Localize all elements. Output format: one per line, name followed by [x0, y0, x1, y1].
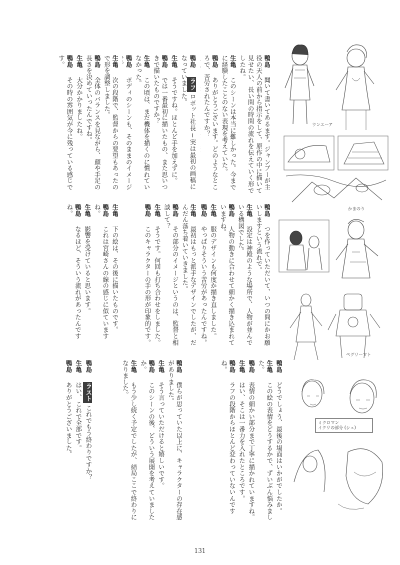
dialogue-line	[122, 55, 132, 195]
speaker-name: 鴨島	[147, 360, 155, 379]
speaker-name: 生亀	[170, 55, 178, 74]
speaker-name: 生亀	[265, 360, 273, 379]
dialogue-text: 人物の動きに合わせて細かく描き込まれていますね。	[218, 204, 235, 346]
sketch-mecha-middle	[284, 290, 390, 362]
dialogue-text: そうですね。ほとんど手を加えずに。	[170, 76, 178, 185]
speaker-name: 生亀	[153, 204, 161, 223]
dialogue-line	[246, 360, 254, 525]
dialogue-line	[169, 55, 177, 195]
dialogue-text: これでもう終わりですか？	[84, 404, 92, 481]
speaker-name: 鴨島	[188, 55, 196, 74]
speaker-name: 鴨島	[101, 204, 109, 223]
dialogue-text: なるほど、そういう流れがあったんですね。	[65, 204, 81, 340]
speaker-name: 鴨島	[171, 204, 179, 223]
dialogue-text: その部分のイメージというのは、監督と相談して？	[162, 204, 179, 346]
text-column-mid-left	[40, 204, 118, 349]
dialogue-line	[83, 360, 92, 525]
dialogue-text: ありがとうございます。どのようなところで、苦労されたんですか？	[202, 55, 218, 191]
dialogue-line	[152, 204, 160, 349]
dialogue-text: 服のデザインも何度か描き直しました。	[209, 225, 217, 340]
text-column-top-mid	[122, 55, 196, 195]
dialogue-line	[236, 360, 244, 525]
text-column-bot-mid	[96, 360, 182, 525]
speaker-name: 鴨島	[227, 360, 235, 379]
dialogue-text: やっぱりそういう苦労があったんですね。	[200, 225, 207, 346]
sketch-caption-middle: かまのり	[348, 206, 365, 211]
dialogue-line	[237, 55, 270, 195]
speaker-name: 生亀	[75, 55, 83, 74]
speaker-name: 生亀	[111, 204, 118, 223]
sketch-callout-note	[315, 418, 373, 433]
dialogue-text: 最初はもっと派手なデザインでしたが、だんだん落ち着いていきました。	[180, 204, 196, 346]
text-column-mid-right	[200, 204, 270, 349]
dialogue-line	[133, 55, 149, 195]
dialogue-line	[200, 204, 207, 349]
dialogue-text: 大分かかりましたね。	[75, 76, 83, 140]
speaker-name: 生亀	[189, 204, 196, 223]
speaker-name: 生亀	[142, 55, 150, 74]
sketch-vehicle-scene	[282, 132, 390, 206]
dialogue-text: つを作っていただいて、いつの間にかお願いしますという流れで。	[254, 204, 270, 346]
speaker-name: 鴨島	[275, 360, 282, 379]
dialogue-text: ボディのシーンも、そのままのイメージ	[124, 76, 132, 191]
text-column-top-left	[40, 55, 118, 195]
sketch-caption-top: ウンエーア	[312, 122, 333, 127]
speaker-name: 鴨島	[93, 55, 101, 74]
dialogue-line	[74, 55, 82, 195]
dialogue-line	[236, 204, 252, 349]
text-column-top-right	[200, 55, 270, 195]
speaker-name: 鴨島	[65, 55, 73, 74]
dialogue-line	[110, 204, 118, 349]
text-column-bot-right	[186, 360, 282, 525]
dialogue-line	[218, 204, 234, 349]
dialogue-line	[64, 204, 80, 349]
speaker-name: 生亀	[209, 204, 217, 223]
dialogue-line	[219, 360, 235, 525]
speaker-name: 生亀	[157, 360, 165, 379]
dialogue-text: このシーンの後、どういう展開を考えていましたか。	[139, 360, 155, 521]
dialogue-text: ロボット社長 ─ 実は最初の画稿になっていました。	[179, 55, 196, 190]
dialogue-text: もう少し続く予定でしたが、結局ここで終わりになりました。	[121, 360, 137, 521]
speaker-name: 鴨島	[160, 55, 168, 74]
dialogue-line	[201, 55, 217, 195]
dialogue-line	[120, 360, 136, 525]
speaker-name: 鴨島	[227, 204, 235, 223]
dialogue-text: そう言っていただけると嬉しいです。	[157, 381, 165, 490]
dialogue-text: はい、これで全部です。	[74, 381, 82, 452]
dialogue-text: 下の絵は、その後に描いたものです。	[111, 225, 118, 334]
dialogue-line	[84, 55, 100, 195]
dialogue-text: 次の段階で、監督からの要望もあったので形を調整しました。	[102, 55, 118, 191]
speaker-name: 鴨島	[263, 55, 270, 74]
page-number: 131	[194, 548, 206, 555]
dialogue-line	[156, 360, 164, 525]
speaker-name: 鴨島	[175, 360, 182, 379]
speaker-name: 鴨島	[124, 55, 132, 74]
dialogue-line	[56, 55, 72, 195]
speaker-name: 鴨島	[247, 360, 255, 379]
callout-line-2: イクリの部分 (シェ)	[318, 425, 356, 431]
speaker-name: 鴨島	[263, 204, 270, 223]
dialogue-line	[219, 55, 235, 195]
dialogue-text: 僕らが思っていた以上に、キャラクターの存在感がありました。	[166, 360, 182, 521]
dialogue-line	[73, 360, 81, 525]
dialogue-text: ありがとうございました。	[64, 381, 72, 458]
speaker-name: 鴨島	[64, 360, 72, 379]
dialogue-text: これは宮崎さんの線の感じに似ていますね。	[93, 204, 109, 340]
dialogue-text: この頃は、まだ機体を描くのに慣れていなかった。	[134, 55, 150, 191]
sketch-caption-low: ペグリーマト	[346, 352, 372, 357]
section-tag: ラフ	[188, 77, 196, 91]
dialogue-text: では一番最初に描いたもの、また思いつきで描いたものですか？	[152, 55, 168, 191]
speaker-name: 鴨島	[73, 204, 81, 223]
speaker-name: 生亀	[83, 204, 91, 223]
speaker-name: 生亀	[228, 55, 236, 74]
dialogue-line	[254, 204, 270, 349]
dialogue-line	[180, 204, 196, 349]
dialogue-text: 表情の細かい部分まで丁寧に描かれていますね。	[247, 381, 255, 521]
text-column-mid-mid	[122, 204, 196, 349]
dialogue-text: このシーンは本当に難しかった。今までに経験したことのない表現を考えていた。	[220, 55, 236, 191]
dialogue-text: 全体のバランスを見ながら、顔や手足の長さを決めていったんですね。	[84, 55, 101, 191]
dialogue-text: この絵の表情をどうするかで、ずいぶん悩みました。	[257, 360, 273, 521]
dialogue-line	[102, 55, 118, 195]
speaker-name: 生亀	[237, 360, 245, 379]
dialogue-text: ラフの段階からほとんど変わっていないんですね。	[219, 360, 235, 515]
speaker-name: 生亀	[111, 55, 118, 74]
sketch-characters-middle	[278, 212, 390, 286]
dialogue-text: どうでしょう、最後の場面はいかがでしたか。	[275, 381, 282, 515]
dialogue-line	[92, 204, 108, 349]
text-column-bot-left	[40, 360, 92, 525]
speaker-name: 鴨島	[84, 360, 92, 379]
dialogue-text: 聞いて書いてあるます。ジャンブーが主役の天人の前から指示をして、原作の中に描いて見せたい、長い間の時間の流れを伝えていく形でしたね。	[238, 55, 270, 194]
dialogue-text: そうです。何回も打ち合わせをしました。	[153, 225, 161, 346]
dialogue-line	[274, 360, 282, 525]
dialogue-text: その時の雰囲気が今に残っている感じです。	[57, 55, 73, 191]
sketch-faces-bottom	[288, 372, 392, 522]
dialogue-text: 影響を受けていると思います。	[83, 225, 91, 315]
dialogue-text: このキャラクターの手の形が印象的です。	[143, 225, 151, 346]
dialogue-text: はい、そこは一番力を入れたところです。	[237, 381, 245, 502]
dialogue-line	[82, 204, 90, 349]
dialogue-line	[166, 360, 182, 525]
dialogue-line	[208, 204, 216, 349]
speaker-name: 鴨島	[210, 55, 218, 74]
section-tag: ラスト	[84, 382, 92, 402]
speaker-name: 鴨島	[143, 204, 151, 223]
dialogue-line	[179, 55, 196, 195]
dialogue-line	[256, 360, 272, 525]
dialogue-line	[63, 360, 71, 525]
callout-line-1: ミクロマン	[318, 420, 339, 425]
speaker-name: 生亀	[245, 204, 253, 223]
speaker-name: 生亀	[74, 360, 82, 379]
dialogue-line	[162, 204, 178, 349]
dialogue-line	[151, 55, 167, 195]
dialogue-line	[142, 204, 150, 349]
speaker-name: 生亀	[129, 360, 137, 379]
dialogue-text: 設定は神殿のような場所で、人物が並んでいる構図でした。	[236, 204, 253, 346]
speaker-name: 鴨島	[200, 204, 207, 223]
dialogue-line	[138, 360, 154, 525]
